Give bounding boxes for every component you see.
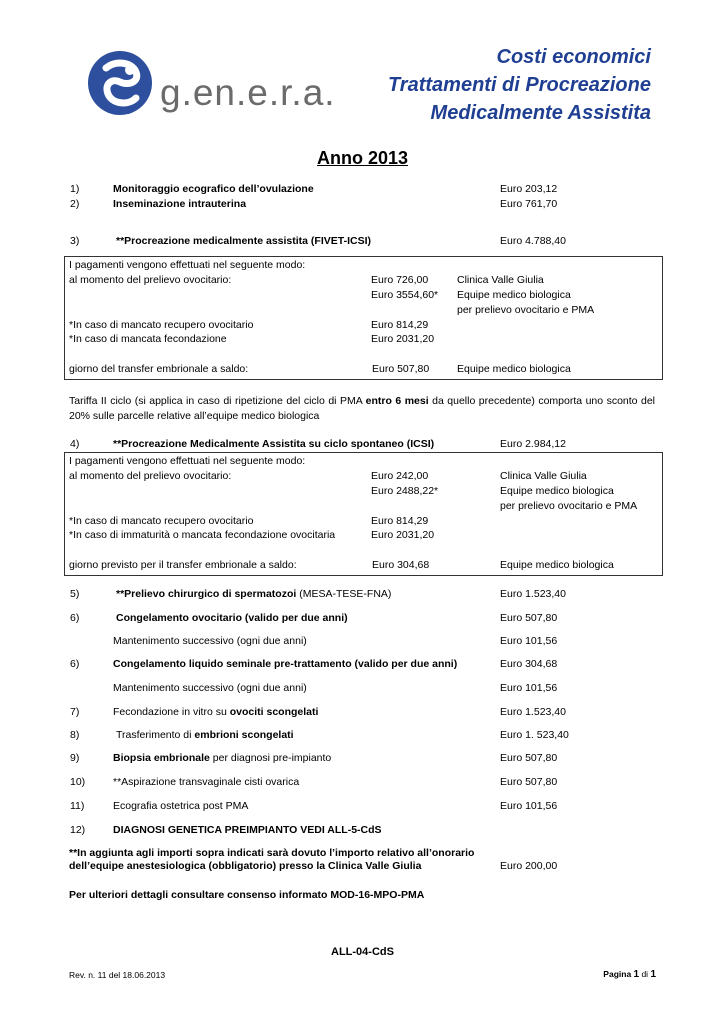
anesthesia-note-line1: **In aggiunta agli importi sopra indicati sarà dovuto l’importo relativo all’onorario	[69, 847, 475, 859]
item-9-number: 9)	[70, 752, 80, 764]
item-6b-label: Congelamento liquido seminale pre-trattamento (valido per due anni)	[113, 658, 458, 670]
item-6a-sub-label: Mantenimento successivo (ogni due anni)	[113, 635, 307, 647]
box2-r2-price: Euro 2488,22*	[371, 485, 439, 497]
box2-r4-price: Euro 814,29	[371, 515, 429, 527]
tariff-note	[69, 394, 655, 424]
item-9-label-rest: per diagnosi pre-impianto	[209, 752, 332, 764]
header-title-line3: Medicalmente Assistita	[430, 102, 651, 124]
item-7-label	[113, 706, 318, 719]
item-8-label	[116, 729, 294, 742]
item-10-price: Euro 507,80	[500, 776, 558, 788]
box2-r6-who: Equipe medico biologica	[500, 559, 614, 571]
item-12-number: 12)	[70, 824, 86, 836]
item-6b-price: Euro 304,68	[500, 658, 558, 670]
box2-r3-who: per prelievo ovocitario e PMA	[500, 500, 638, 512]
box1-r2-price: Euro 3554,60*	[371, 289, 439, 301]
box2-r5-label: *In caso di immaturità o mancata fecondazione ovocitaria	[69, 529, 336, 541]
box1-r2-who: Equipe medico biologica	[457, 289, 571, 301]
genera-logo-text: g.en.e.r.a.	[160, 72, 336, 113]
box1-r5-label: *In caso di mancata fecondazione	[69, 333, 227, 345]
item-7-label-bold: ovociti scongelati	[229, 706, 319, 718]
box1-r6-who: Equipe medico biologica	[457, 363, 571, 375]
item-11-label: Ecografia ostetrica post PMA	[113, 800, 249, 812]
box2-r1-label: al momento del prelievo ovocitario:	[69, 470, 232, 482]
item-7-price: Euro 1.523,40	[500, 706, 566, 718]
item-5-price: Euro 1.523,40	[500, 588, 566, 600]
item-2-label: Inseminazione intrauterina	[113, 198, 247, 210]
box2-r6-label: giorno previsto per il transfer embrionale a saldo:	[69, 559, 297, 571]
box2-r6-price: Euro 304,68	[372, 559, 430, 571]
box1-intro: I pagamenti vengono effettuati nel seguente modo:	[69, 259, 306, 271]
footer-document-code: ALL-04-CdS	[331, 946, 394, 958]
item-8-number: 8)	[70, 729, 80, 741]
box1-r6-label: giorno del transfer embrionale a saldo:	[69, 363, 249, 375]
item-4-number: 4)	[70, 438, 80, 450]
footer-page-total: 1	[650, 969, 656, 980]
item-3-price: Euro 4.788,40	[500, 235, 566, 247]
box1-r4-price: Euro 814,29	[371, 319, 429, 331]
item-6b-sub-label: Mantenimento successivo (ogni due anni)	[113, 682, 307, 694]
genera-logo-mark	[86, 50, 154, 116]
item-5-label-bold: **Prelievo chirurgico di spermatozoi	[116, 588, 297, 600]
item-5-number: 5)	[70, 588, 80, 600]
item-11-number: 11)	[70, 800, 85, 812]
item-8-price: Euro 1. 523,40	[500, 729, 569, 741]
item-2-price: Euro 761,70	[500, 198, 558, 210]
item-4-price: Euro 2.984,12	[500, 438, 566, 450]
footer-page-number	[603, 968, 656, 981]
anesthesia-note-line2: dell’equipe anestesiologica (obbligatorio) presso la Clinica Valle Giulia	[69, 860, 422, 872]
item-2-number: 2)	[70, 198, 80, 210]
item-10-number: 10)	[70, 776, 86, 788]
item-7-label-rest: Fecondazione in vitro su	[113, 706, 230, 718]
item-5-label-rest: (MESA-TESE-FNA)	[296, 588, 392, 600]
footer-page-current: 1	[633, 969, 640, 980]
item-1-number: 1)	[70, 183, 80, 195]
item-10-label: **Aspirazione transvaginale cisti ovarica	[113, 776, 300, 788]
consent-note: Per ulteriori dettagli consultare consenso informato MOD-16-MPO-PMA	[69, 889, 425, 901]
item-4-label: **Procreazione Medicalmente Assistita su ciclo spontaneo (ICSI)	[113, 438, 435, 450]
item-1-label: Monitoraggio ecografico dell’ovulazione	[113, 183, 314, 195]
item-6a-number: 6)	[70, 612, 80, 624]
item-8-label-bold: embrioni scongelati	[194, 729, 294, 741]
item-3-label: **Procreazione medicalmente assistita (FIVET-ICSI)	[116, 235, 372, 247]
item-7-number: 7)	[70, 706, 80, 718]
box1-r1-who: Clinica Valle Giulia	[457, 274, 544, 286]
box1-r4-label: *In caso di mancato recupero ovocitario	[69, 319, 254, 331]
item-1-price: Euro 203,12	[500, 183, 558, 195]
tariff-note-part1: Tariffa II ciclo (si applica in caso di ripetizione del ciclo di PMA	[69, 395, 366, 407]
box1-r1-price: Euro 726,00	[371, 274, 429, 286]
box1-r1-label: al momento del prelievo ovocitario:	[69, 274, 232, 286]
header-title-line2: Trattamenti di Procreazione	[387, 74, 651, 96]
item-9-label-bold: Biopsia embrionale	[113, 752, 210, 764]
item-9-price: Euro 507,80	[500, 752, 558, 764]
box2-r1-price: Euro 242,00	[371, 470, 429, 482]
box1-r6-price: Euro 507,80	[372, 363, 430, 375]
box1-r5-price: Euro 2031,20	[371, 333, 435, 345]
item-5-label	[116, 588, 391, 601]
header-title-line1: Costi economici	[496, 46, 651, 68]
year-title: Anno 2013	[316, 148, 409, 168]
box2-r2-who: Equipe medico biologica	[500, 485, 614, 497]
box2-intro: I pagamenti vengono effettuati nel seguente modo:	[69, 455, 306, 467]
item-6b-number: 6)	[70, 658, 80, 670]
item-6a-label: Congelamento ovocitario (valido per due anni)	[116, 612, 348, 624]
anesthesia-note-price: Euro 200,00	[500, 860, 558, 872]
box1-r3-who: per prelievo ovocitario e PMA	[457, 304, 595, 316]
item-6a-price: Euro 507,80	[500, 612, 558, 624]
item-11-price: Euro 101,56	[500, 800, 558, 812]
box2-r5-price: Euro 2031,20	[371, 529, 435, 541]
tariff-note-bold: entro 6 mesi	[365, 395, 429, 407]
item-6b-sub-price: Euro 101,56	[500, 682, 558, 694]
tariff-note-part2: da quello precedente) comporta uno sconto del 20% sulle parcelle relative all’equipe medico biologica	[69, 395, 656, 422]
item-6a-sub-price: Euro 101,56	[500, 635, 558, 647]
box2-r4-label: *In caso di mancato recupero ovocitario	[69, 515, 254, 527]
item-8-label-rest: Trasferimento di	[116, 729, 195, 741]
footer-revision: Rev. n. 11 del 18.06.2013	[69, 970, 166, 980]
footer-page-of: di	[639, 969, 651, 979]
logo-swirl-icon	[86, 50, 154, 116]
item-9-label	[113, 752, 331, 765]
box2-r1-who: Clinica Valle Giulia	[500, 470, 587, 482]
footer-page-word: Pagina	[603, 969, 634, 979]
item-3-number: 3)	[70, 235, 80, 247]
item-12-label: DIAGNOSI GENETICA PREIMPIANTO VEDI ALL-5-CdS	[113, 824, 382, 836]
